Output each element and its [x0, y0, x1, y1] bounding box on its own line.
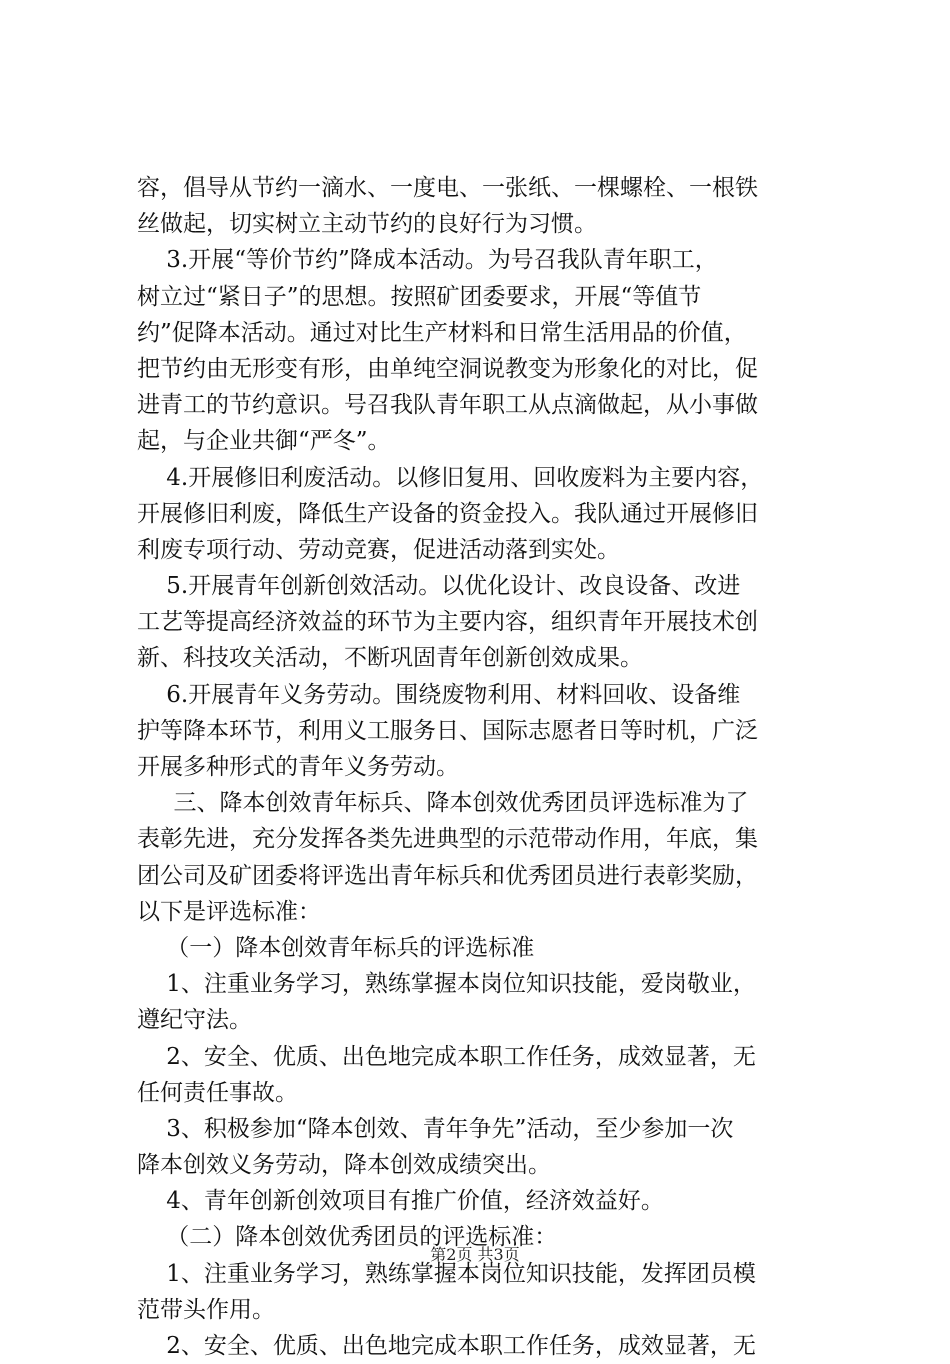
text-line: 1、注重业务学习，熟练掌握本岗位知识技能，爱岗敬业，	[137, 971, 756, 998]
text-line: 遵纪守法。	[137, 1007, 252, 1034]
text-line: 工艺等提高经济效益的环节为主要内容，组织青年开展技术创	[137, 609, 758, 636]
text-line: 进青工的节约意识。号召我队青年职工从点滴做起，从小事做	[137, 392, 758, 419]
text-line: 起，与企业共御“严冬”。	[137, 428, 391, 455]
text-line: 表彰先进，充分发挥各类先进典型的示范带动作用，年底，集	[137, 826, 758, 853]
text-line: 容，倡导从节约一滴水、一度电、一张纸、一棵螺栓、一根铁	[137, 175, 758, 201]
text-line: 2、安全、优质、出色地完成本职工作任务，成效显著，无	[137, 1333, 756, 1359]
text-line: 三、降本创效青年标兵、降本创效优秀团员评选标准为了	[137, 790, 749, 817]
text-line: （一）降本创效青年标兵的评选标准	[137, 934, 535, 961]
text-line: 3、积极参加“降本创效、青年争先”活动，至少参加一次	[137, 1115, 734, 1142]
text-line: 6.开展青年义务劳动。围绕废物利用、材料回收、设备维	[137, 681, 741, 708]
text-line: 开展修旧利废，降低生产设备的资金投入。我队通过开展修旧	[137, 500, 758, 527]
text-line: 降本创效义务劳动，降本创效成绩突出。	[137, 1152, 551, 1179]
document-body	[137, 170, 827, 1364]
text-line: 5.开展青年创新创效活动。以优化设计、改良设备、改进	[137, 573, 741, 600]
text-line: 4、青年创新创效项目有推广价值，经济效益好。	[137, 1188, 664, 1215]
text-line: 团公司及矿团委将评选出青年标兵和优秀团员进行表彰奖励，	[137, 862, 758, 889]
text-line: 把节约由无形变有形，由单纯空洞说教变为形象化的对比，促	[137, 355, 758, 382]
text-line: 任何责任事故。	[137, 1079, 298, 1106]
text-line: 4.开展修旧利废活动。以修旧复用、回收废料为主要内容，	[137, 464, 764, 491]
text-line: 以下是评选标准：	[137, 898, 321, 925]
text-line: 利废专项行动、劳动竞赛，促进活动落到实处。	[137, 536, 620, 563]
page-footer: 第2页 共3页	[430, 1245, 520, 1264]
text-line: 1、注重业务学习，熟练掌握本岗位知识技能，发挥团员模	[137, 1260, 756, 1287]
text-line: 约”促降本活动。通过对比生产材料和日常生活用品的价值，	[137, 319, 747, 346]
text-line: 2、安全、优质、出色地完成本职工作任务，成效显著，无	[137, 1043, 756, 1070]
text-line: （二）降本创效优秀团员的评选标准：	[137, 1224, 558, 1251]
text-line: 护等降本环节，利用义工服务日、国际志愿者日等时机，广泛	[137, 717, 758, 744]
text-line: 树立过“紧日子”的思想。按照矿团委要求，开展“等值节	[137, 283, 702, 310]
text-line: 范带头作用。	[137, 1296, 275, 1323]
text-line: 新、科技攻关活动，不断巩固青年创新创效成果。	[137, 645, 643, 672]
text-line: 丝做起，切实树立主动节约的良好行为习惯。	[137, 211, 597, 238]
text-line: 开展多种形式的青年义务劳动。	[137, 754, 459, 780]
text-line: 3.开展“等价节约”降成本活动。为号召我队青年职工，	[137, 247, 718, 274]
